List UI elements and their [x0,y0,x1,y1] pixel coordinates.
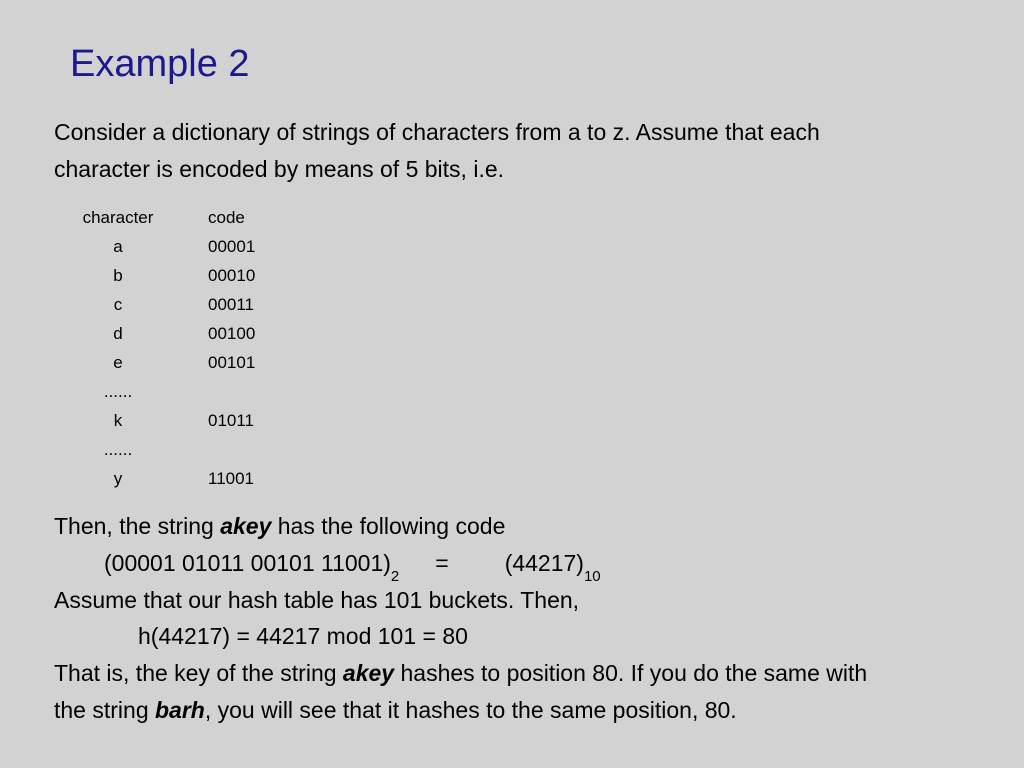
code-cell: 00010 [208,265,256,285]
conversion-line [54,545,1004,585]
akey-emphasis: akey [342,660,395,687]
barh-line [54,692,1004,729]
table-row [40,464,255,493]
table-header-row [40,203,255,232]
base-2-subscript: 2 [390,567,400,585]
code-cell: 00001 [208,236,256,256]
code-cell: 00100 [208,323,256,343]
table-row [40,261,255,290]
header-character: character [82,207,154,227]
character-cell: e [113,352,123,372]
ellipsis-cell: ...... [103,439,133,459]
base-10-subscript: 10 [583,567,601,585]
explanation-body [54,508,1004,729]
code-cell: 01011 [208,410,255,430]
table-row [40,406,255,435]
table-row [40,377,255,406]
that-is-line [54,655,1004,692]
equals-sign: = [435,549,449,576]
character-cell: y [113,468,123,488]
then-line [54,508,1004,545]
character-cell: b [113,265,123,285]
slide-title: Example 2 [70,43,250,85]
intro-line-1: Consider a dictionary of strings of characters from a to z. Assume that each [54,119,820,145]
code-cell: 00011 [208,294,255,314]
code-cell: 00101 [208,352,256,372]
table-row [40,232,255,261]
table-row [40,319,255,348]
table-row [40,435,255,464]
table-row [40,348,255,377]
last-prefix-text: the string [54,696,155,723]
hash-formula-line: h(44217) = 44217 mod 101 = 80 [138,623,468,650]
character-cell: d [113,323,123,343]
character-cell: k [113,410,123,430]
intro-paragraph [54,114,994,188]
intro-line-2: character is encoded by means of 5 bits, i.e. [54,156,505,182]
code-cell: 11001 [208,468,255,488]
ellipsis-cell: ...... [103,381,133,401]
last-suffix-text: , you will see that it hashes to the same position, 80. [204,696,737,723]
that-suffix-text: hashes to position 80. If you do the same with [394,660,868,687]
decimal-value: (44217) [504,549,584,576]
buckets-line: Assume that our hash table has 101 buckets. Then, [54,586,580,613]
code-cell [196,435,255,464]
barh-emphasis: barh [155,696,205,723]
then-prefix-text: Then, the string [54,513,221,539]
character-cell: c [113,294,123,314]
code-cell [196,377,255,406]
that-prefix-text: That is, the key of the string [54,660,343,687]
table-row [40,290,255,319]
binary-code: (00001 01011 00101 11001) [104,549,391,576]
header-code: code [208,207,245,227]
character-code-table [40,203,255,493]
then-suffix-text: has the following code [271,513,506,539]
akey-emphasis: akey [220,513,272,539]
character-cell: a [113,236,123,256]
